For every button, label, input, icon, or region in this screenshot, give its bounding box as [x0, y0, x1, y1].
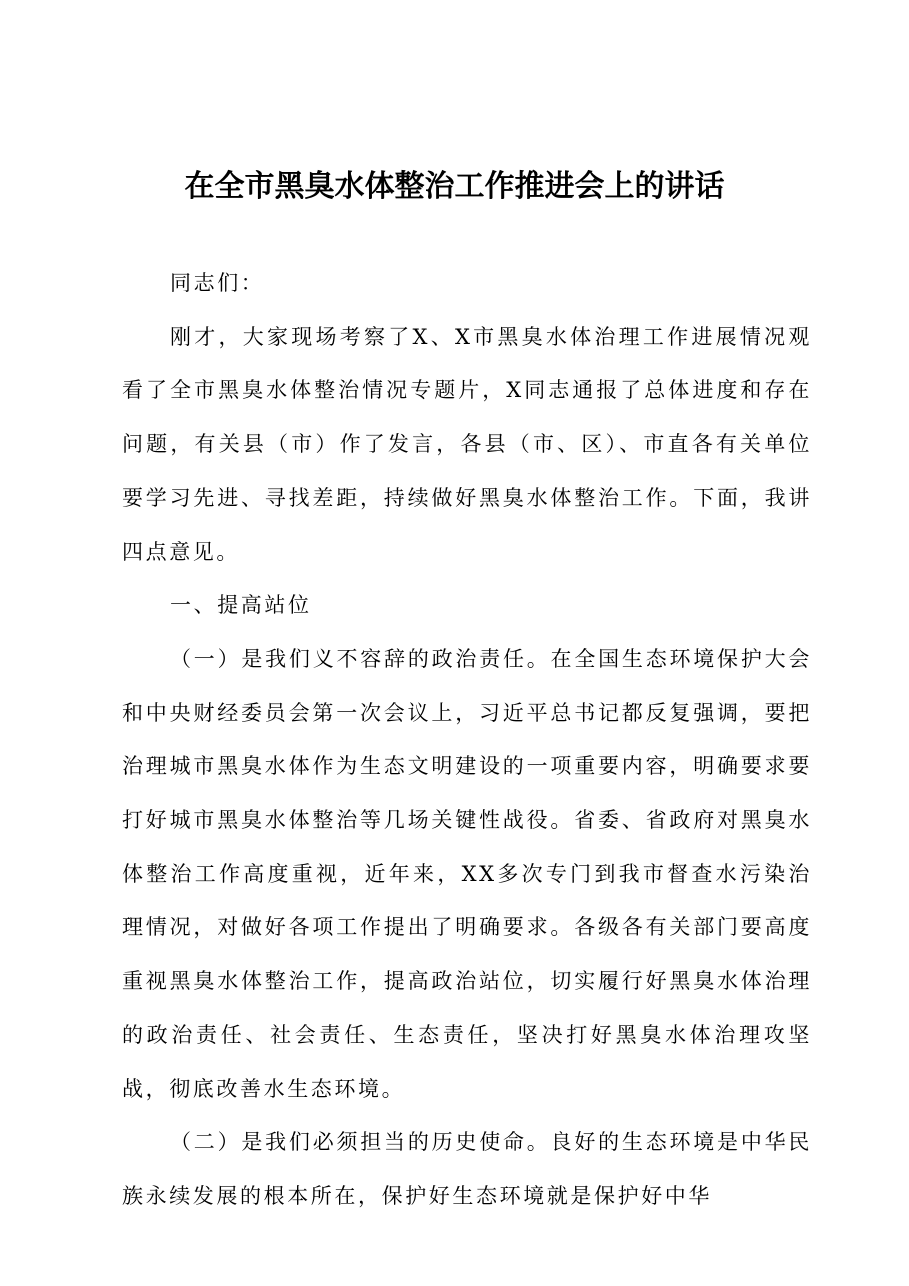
document-body: [122, 257, 812, 1224]
paragraph-intro: 刚才，大家现场考察了X、X市黑臭水体治理工作进展情况观看了全市黑臭水体整治情况专题片，X同志通报了总体进度和存在问题，有关县（市）作了发言，各县（市、区）、市直各有关单位要学习先进、寻找差距，持续做好黑臭水体整治工作。下面，我讲四点意见。: [122, 324, 812, 564]
section-heading-1: 一、提高站位: [170, 593, 312, 618]
paragraph-salutation: 同志们：: [170, 271, 265, 295]
document-title: 在全市黑臭水体整治工作推进会上的讲话: [184, 169, 725, 204]
paragraph-point-1: （一）是我们义不容辞的政治责任。在全国生态环境保护大会和中央财经委员会第一次会议上，习近平总书记都反复强调，要把治理城市黑臭水体作为生态文明建设的一项重要内容，明确要求要打好城市黑臭水体整治等几场关键性战役。省委、省政府对黑臭水体整治工作高度重视，近年来，XX多次专门到我市督查水污染治理情况，对做好各项工作提出了明确要求。各级各有关部门要高度重视黑臭水体整治工作，提高政治站位，切实履行好黑臭水体治理的政治责任、社会责任、生态责任，坚决打好黑臭水体治理攻坚战，彻底改善水生态环境。: [122, 646, 812, 1101]
paragraph-point-2: （二）是我们必须担当的历史使命。良好的生态环境是中华民族永续发展的根本所在，保护好生态环境就是保护好中华: [122, 1130, 812, 1208]
